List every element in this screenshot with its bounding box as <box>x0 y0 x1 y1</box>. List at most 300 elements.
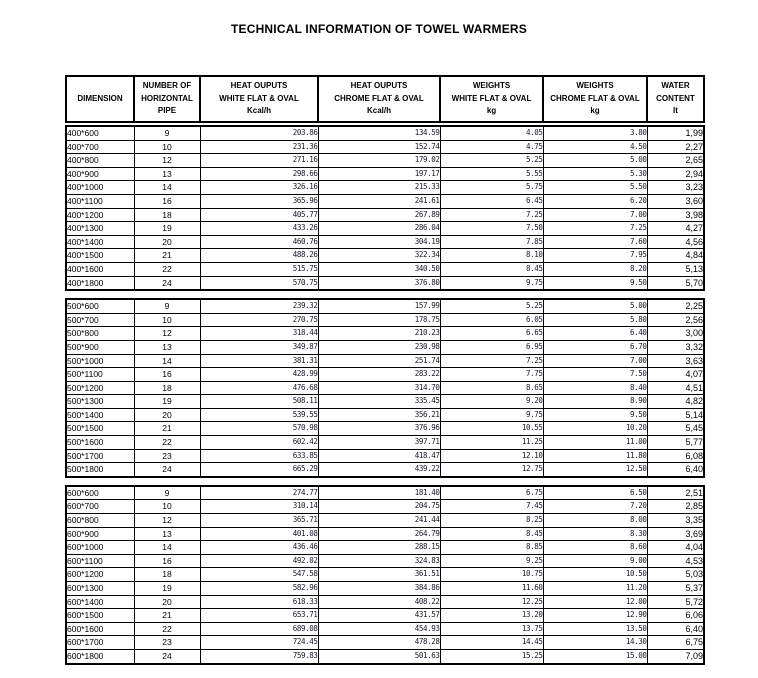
cell-weight-white: 13.20 <box>440 609 543 623</box>
header-line: HEAT OUPUTS <box>230 81 288 91</box>
header-line: kg <box>486 106 497 116</box>
cell-weight-white: 4.75 <box>440 140 543 154</box>
table-row <box>66 527 704 541</box>
cell-heat-output-chrome: 478.28 <box>318 636 440 650</box>
cell-horizontal-pipes: 16 <box>134 194 200 208</box>
cell-weight-chrome: 7.20 <box>543 500 647 514</box>
table-row <box>66 262 704 276</box>
cell-dimension: 400*1300 <box>66 222 134 236</box>
page-title: TECHNICAL INFORMATION OF TOWEL WARMERS <box>230 22 528 36</box>
cell-weight-chrome: 9.50 <box>543 408 647 422</box>
table-row <box>66 327 704 341</box>
table-row <box>66 514 704 528</box>
cell-heat-output-chrome: 241.61 <box>318 194 440 208</box>
cell-dimension: 400*1500 <box>66 249 134 263</box>
cell-dimension: 500*1700 <box>66 449 134 463</box>
cell-heat-output-chrome: 384.86 <box>318 582 440 596</box>
header-heat-output-chrome <box>318 76 440 122</box>
header-line: NUMBER OF <box>142 81 192 91</box>
cell-water-content: 3,60 <box>647 194 704 208</box>
header-line: WEIGHTS <box>472 81 511 91</box>
cell-heat-output-white: 401.08 <box>200 527 318 541</box>
cell-water-content: 3,69 <box>647 527 704 541</box>
cell-horizontal-pipes: 20 <box>134 595 200 609</box>
cell-weight-white: 10.75 <box>440 568 543 582</box>
table-row <box>66 340 704 354</box>
cell-dimension: 600*1500 <box>66 609 134 623</box>
cell-heat-output-chrome: 356.21 <box>318 408 440 422</box>
cell-heat-output-white: 618.33 <box>200 595 318 609</box>
cell-water-content: 2,65 <box>647 154 704 168</box>
table-row <box>66 568 704 582</box>
cell-horizontal-pipes: 9 <box>134 486 200 500</box>
table-row <box>66 449 704 463</box>
cell-weight-chrome: 13.50 <box>543 622 647 636</box>
table-row <box>66 167 704 181</box>
header-weight-chrome <box>543 76 647 122</box>
cell-heat-output-white: 759.83 <box>200 649 318 663</box>
cell-heat-output-white: 570.75 <box>200 276 318 290</box>
cell-dimension: 500*1800 <box>66 463 134 477</box>
group-table-500-series <box>65 298 705 478</box>
cell-dimension: 600*1200 <box>66 568 134 582</box>
header-horizontal-pipes <box>134 76 200 122</box>
cell-heat-output-white: 633.85 <box>200 449 318 463</box>
cell-horizontal-pipes: 19 <box>134 582 200 596</box>
cell-horizontal-pipes: 23 <box>134 636 200 650</box>
cell-horizontal-pipes: 10 <box>134 140 200 154</box>
cell-dimension: 500*1600 <box>66 436 134 450</box>
cell-weight-white: 12.75 <box>440 463 543 477</box>
cell-water-content: 3,00 <box>647 327 704 341</box>
header-line: Kcal/h <box>366 106 391 116</box>
cell-water-content: 4,27 <box>647 222 704 236</box>
cell-weight-chrome: 5.00 <box>543 154 647 168</box>
cell-weight-chrome: 11.80 <box>543 449 647 463</box>
table-row <box>66 354 704 368</box>
cell-weight-white: 4.05 <box>440 126 543 140</box>
cell-horizontal-pipes: 12 <box>134 154 200 168</box>
cell-heat-output-white: 231.36 <box>200 140 318 154</box>
cell-water-content: 6,40 <box>647 622 704 636</box>
cell-horizontal-pipes: 22 <box>134 622 200 636</box>
cell-heat-output-white: 203.86 <box>200 126 318 140</box>
cell-dimension: 400*900 <box>66 167 134 181</box>
cell-heat-output-chrome: 340.50 <box>318 262 440 276</box>
towel-warmer-table <box>65 75 703 665</box>
cell-dimension: 600*800 <box>66 514 134 528</box>
cell-heat-output-chrome: 215.33 <box>318 181 440 195</box>
cell-weight-chrome: 7.95 <box>543 249 647 263</box>
cell-weight-chrome: 5.30 <box>543 167 647 181</box>
cell-heat-output-chrome: 197.17 <box>318 167 440 181</box>
table-row <box>66 554 704 568</box>
table-row <box>66 436 704 450</box>
cell-horizontal-pipes: 21 <box>134 422 200 436</box>
cell-weight-chrome: 7.50 <box>543 368 647 382</box>
cell-horizontal-pipes: 24 <box>134 649 200 663</box>
cell-heat-output-white: 689.08 <box>200 622 318 636</box>
cell-horizontal-pipes: 19 <box>134 395 200 409</box>
cell-dimension: 600*600 <box>66 486 134 500</box>
cell-dimension: 400*1200 <box>66 208 134 222</box>
cell-weight-white: 6.05 <box>440 313 543 327</box>
cell-water-content: 2,27 <box>647 140 704 154</box>
cell-weight-white: 7.75 <box>440 368 543 382</box>
cell-weight-chrome: 7.60 <box>543 235 647 249</box>
header-dimension <box>66 76 134 122</box>
cell-horizontal-pipes: 20 <box>134 235 200 249</box>
cell-heat-output-white: 539.55 <box>200 408 318 422</box>
cell-dimension: 500*900 <box>66 340 134 354</box>
table-row <box>66 181 704 195</box>
cell-heat-output-white: 270.75 <box>200 313 318 327</box>
cell-heat-output-chrome: 264.79 <box>318 527 440 541</box>
table-row <box>66 408 704 422</box>
cell-heat-output-chrome: 251.74 <box>318 354 440 368</box>
cell-water-content: 5,03 <box>647 568 704 582</box>
cell-horizontal-pipes: 10 <box>134 500 200 514</box>
cell-weight-white: 11.25 <box>440 436 543 450</box>
group-table-600-series <box>65 485 705 665</box>
cell-dimension: 600*1300 <box>66 582 134 596</box>
cell-horizontal-pipes: 21 <box>134 249 200 263</box>
cell-dimension: 600*1800 <box>66 649 134 663</box>
cell-water-content: 5,37 <box>647 582 704 596</box>
cell-weight-white: 5.25 <box>440 154 543 168</box>
cell-horizontal-pipes: 10 <box>134 313 200 327</box>
cell-weight-white: 11.60 <box>440 582 543 596</box>
cell-weight-white: 6.45 <box>440 194 543 208</box>
cell-dimension: 600*1400 <box>66 595 134 609</box>
cell-weight-chrome: 4.50 <box>543 140 647 154</box>
cell-dimension: 600*900 <box>66 527 134 541</box>
cell-weight-white: 6.75 <box>440 486 543 500</box>
cell-weight-white: 6.65 <box>440 327 543 341</box>
cell-water-content: 3,63 <box>647 354 704 368</box>
cell-heat-output-white: 298.66 <box>200 167 318 181</box>
cell-dimension: 400*700 <box>66 140 134 154</box>
cell-heat-output-chrome: 283.22 <box>318 368 440 382</box>
cell-dimension: 600*700 <box>66 500 134 514</box>
cell-dimension: 600*1600 <box>66 622 134 636</box>
table-row <box>66 595 704 609</box>
cell-water-content: 5,14 <box>647 408 704 422</box>
cell-weight-chrome: 7.00 <box>543 208 647 222</box>
cell-heat-output-chrome: 439.22 <box>318 463 440 477</box>
cell-horizontal-pipes: 14 <box>134 354 200 368</box>
cell-weight-white: 9.75 <box>440 276 543 290</box>
cell-heat-output-chrome: 230.98 <box>318 340 440 354</box>
cell-water-content: 5,13 <box>647 262 704 276</box>
cell-weight-white: 7.25 <box>440 208 543 222</box>
cell-water-content: 4,04 <box>647 541 704 555</box>
cell-water-content: 5,70 <box>647 276 704 290</box>
cell-horizontal-pipes: 13 <box>134 340 200 354</box>
cell-weight-white: 13.75 <box>440 622 543 636</box>
cell-heat-output-white: 460.76 <box>200 235 318 249</box>
cell-horizontal-pipes: 21 <box>134 609 200 623</box>
cell-heat-output-chrome: 431.57 <box>318 609 440 623</box>
cell-heat-output-chrome: 286.04 <box>318 222 440 236</box>
header-line: WEIGHTS <box>576 81 614 91</box>
cell-horizontal-pipes: 12 <box>134 327 200 341</box>
cell-weight-chrome: 14.30 <box>543 636 647 650</box>
table-row <box>66 194 704 208</box>
header-dimension-label: DIMENSION <box>77 93 123 103</box>
header-line: HEAT OUPUTS <box>350 81 408 91</box>
cell-weight-white: 12.10 <box>440 449 543 463</box>
cell-horizontal-pipes: 14 <box>134 541 200 555</box>
table-row <box>66 126 704 140</box>
cell-horizontal-pipes: 18 <box>134 568 200 582</box>
cell-dimension: 600*1700 <box>66 636 134 650</box>
table-row <box>66 486 704 500</box>
cell-heat-output-chrome: 267.89 <box>318 208 440 222</box>
cell-weight-chrome: 6.40 <box>543 327 647 341</box>
cell-dimension: 400*1000 <box>66 181 134 195</box>
cell-horizontal-pipes: 13 <box>134 167 200 181</box>
cell-weight-white: 5.55 <box>440 167 543 181</box>
table-row <box>66 313 704 327</box>
cell-heat-output-white: 547.58 <box>200 568 318 582</box>
cell-weight-white: 7.25 <box>440 354 543 368</box>
cell-dimension: 400*1800 <box>66 276 134 290</box>
cell-water-content: 6,75 <box>647 636 704 650</box>
cell-dimension: 500*1200 <box>66 381 134 395</box>
table-row <box>66 249 704 263</box>
cell-heat-output-chrome: 134.59 <box>318 126 440 140</box>
cell-heat-output-white: 381.31 <box>200 354 318 368</box>
cell-horizontal-pipes: 24 <box>134 463 200 477</box>
cell-dimension: 400*600 <box>66 126 134 140</box>
cell-weight-chrome: 8.20 <box>543 262 647 276</box>
table-row <box>66 222 704 236</box>
header-water-content <box>647 76 704 122</box>
cell-heat-output-chrome: 178.75 <box>318 313 440 327</box>
cell-water-content: 4,82 <box>647 395 704 409</box>
cell-weight-white: 8.65 <box>440 381 543 395</box>
cell-weight-chrome: 6.50 <box>543 486 647 500</box>
cell-weight-white: 14.45 <box>440 636 543 650</box>
cell-weight-chrome: 7.25 <box>543 222 647 236</box>
cell-heat-output-chrome: 397.71 <box>318 436 440 450</box>
cell-water-content: 7,09 <box>647 649 704 663</box>
cell-heat-output-chrome: 241.44 <box>318 514 440 528</box>
cell-heat-output-chrome: 181.40 <box>318 486 440 500</box>
group-table-400-series <box>65 125 705 291</box>
cell-weight-white: 9.75 <box>440 408 543 422</box>
cell-dimension: 500*1500 <box>66 422 134 436</box>
header-row <box>66 76 704 122</box>
table-row <box>66 299 704 313</box>
cell-water-content: 6,08 <box>647 449 704 463</box>
cell-water-content: 4,53 <box>647 554 704 568</box>
cell-heat-output-white: 508.11 <box>200 395 318 409</box>
cell-weight-white: 7.45 <box>440 500 543 514</box>
cell-water-content: 2,51 <box>647 486 704 500</box>
cell-water-content: 2,94 <box>647 167 704 181</box>
cell-horizontal-pipes: 16 <box>134 368 200 382</box>
cell-horizontal-pipes: 18 <box>134 208 200 222</box>
cell-heat-output-chrome: 501.63 <box>318 649 440 663</box>
cell-water-content: 4,56 <box>647 235 704 249</box>
cell-weight-chrome: 3.80 <box>543 126 647 140</box>
cell-heat-output-chrome: 361.51 <box>318 568 440 582</box>
cell-heat-output-white: 433.26 <box>200 222 318 236</box>
cell-heat-output-chrome: 376.96 <box>318 422 440 436</box>
cell-heat-output-chrome: 288.15 <box>318 541 440 555</box>
cell-dimension: 500*1000 <box>66 354 134 368</box>
cell-weight-chrome: 6.20 <box>543 194 647 208</box>
cell-dimension: 500*1100 <box>66 368 134 382</box>
cell-horizontal-pipes: 16 <box>134 554 200 568</box>
cell-heat-output-white: 492.02 <box>200 554 318 568</box>
cell-heat-output-white: 570.98 <box>200 422 318 436</box>
cell-dimension: 500*1300 <box>66 395 134 409</box>
header-line: Kcal/h <box>246 106 271 116</box>
cell-dimension: 500*700 <box>66 313 134 327</box>
cell-heat-output-chrome: 304.19 <box>318 235 440 249</box>
cell-heat-output-white: 665.29 <box>200 463 318 477</box>
cell-horizontal-pipes: 9 <box>134 299 200 313</box>
header-line: PIPE <box>157 106 177 116</box>
cell-water-content: 6,40 <box>647 463 704 477</box>
cell-weight-chrome: 12.00 <box>543 595 647 609</box>
header-line: HORIZONTAL <box>141 93 193 103</box>
cell-heat-output-chrome: 335.45 <box>318 395 440 409</box>
cell-water-content: 5,45 <box>647 422 704 436</box>
cell-weight-chrome: 8.30 <box>543 527 647 541</box>
table-row <box>66 500 704 514</box>
cell-horizontal-pipes: 22 <box>134 436 200 450</box>
table-row <box>66 463 704 477</box>
header-line: lt <box>673 106 678 116</box>
cell-weight-white: 5.75 <box>440 181 543 195</box>
cell-heat-output-chrome: 204.75 <box>318 500 440 514</box>
cell-heat-output-white: 349.87 <box>200 340 318 354</box>
cell-horizontal-pipes: 24 <box>134 276 200 290</box>
cell-heat-output-white: 602.42 <box>200 436 318 450</box>
cell-weight-white: 8.25 <box>440 514 543 528</box>
header-line: WATER <box>661 81 690 91</box>
cell-heat-output-white: 239.32 <box>200 299 318 313</box>
cell-water-content: 3,23 <box>647 181 704 195</box>
header-line: CHROME FLAT & OVAL <box>334 93 424 103</box>
table-row <box>66 541 704 555</box>
cell-weight-chrome: 8.60 <box>543 541 647 555</box>
cell-heat-output-white: 476.68 <box>200 381 318 395</box>
cell-weight-white: 8.10 <box>440 249 543 263</box>
cell-weight-chrome: 11.00 <box>543 436 647 450</box>
cell-dimension: 500*1400 <box>66 408 134 422</box>
cell-water-content: 3,98 <box>647 208 704 222</box>
cell-weight-chrome: 5.80 <box>543 313 647 327</box>
table-row <box>66 395 704 409</box>
table-row <box>66 208 704 222</box>
cell-weight-white: 9.20 <box>440 395 543 409</box>
cell-heat-output-chrome: 376.80 <box>318 276 440 290</box>
cell-heat-output-chrome: 157.99 <box>318 299 440 313</box>
cell-weight-chrome: 9.00 <box>543 554 647 568</box>
cell-dimension: 500*600 <box>66 299 134 313</box>
cell-heat-output-chrome: 210.23 <box>318 327 440 341</box>
cell-weight-chrome: 12.90 <box>543 609 647 623</box>
header-line: WHITE FLAT & OVAL <box>219 93 299 103</box>
cell-horizontal-pipes: 12 <box>134 514 200 528</box>
cell-weight-chrome: 8.90 <box>543 395 647 409</box>
cell-heat-output-white: 326.16 <box>200 181 318 195</box>
cell-heat-output-white: 724.45 <box>200 636 318 650</box>
table-row <box>66 140 704 154</box>
table-row <box>66 422 704 436</box>
header-line: CHROME FLAT & OVAL <box>550 93 640 103</box>
cell-water-content: 4,07 <box>647 368 704 382</box>
header-heat-output-white <box>200 76 318 122</box>
cell-dimension: 400*1400 <box>66 235 134 249</box>
cell-heat-output-chrome: 408.22 <box>318 595 440 609</box>
cell-weight-chrome: 9.50 <box>543 276 647 290</box>
cell-heat-output-white: 405.77 <box>200 208 318 222</box>
cell-heat-output-white: 365.96 <box>200 194 318 208</box>
cell-weight-chrome: 8.40 <box>543 381 647 395</box>
header-line: CONTENT <box>656 93 695 103</box>
table-row <box>66 368 704 382</box>
table-row <box>66 609 704 623</box>
table-row <box>66 649 704 663</box>
cell-weight-chrome: 5.00 <box>543 299 647 313</box>
header-line: WHITE FLAT & OVAL <box>451 93 532 103</box>
cell-heat-output-white: 318.44 <box>200 327 318 341</box>
cell-water-content: 2,85 <box>647 500 704 514</box>
cell-dimension: 400*800 <box>66 154 134 168</box>
cell-heat-output-white: 582.96 <box>200 582 318 596</box>
cell-weight-white: 7.85 <box>440 235 543 249</box>
cell-water-content: 3,32 <box>647 340 704 354</box>
cell-weight-white: 8.45 <box>440 262 543 276</box>
cell-heat-output-chrome: 418.47 <box>318 449 440 463</box>
cell-weight-chrome: 11.20 <box>543 582 647 596</box>
cell-weight-white: 15.25 <box>440 649 543 663</box>
cell-weight-white: 9.25 <box>440 554 543 568</box>
cell-heat-output-chrome: 324.83 <box>318 554 440 568</box>
cell-weight-chrome: 12.50 <box>543 463 647 477</box>
cell-heat-output-white: 271.16 <box>200 154 318 168</box>
cell-weight-white: 5.25 <box>440 299 543 313</box>
cell-weight-chrome: 5.50 <box>543 181 647 195</box>
cell-horizontal-pipes: 14 <box>134 181 200 195</box>
cell-weight-white: 10.55 <box>440 422 543 436</box>
header-line: kg <box>590 106 600 116</box>
cell-heat-output-white: 310.14 <box>200 500 318 514</box>
cell-horizontal-pipes: 13 <box>134 527 200 541</box>
cell-weight-white: 6.95 <box>440 340 543 354</box>
cell-heat-output-white: 488.26 <box>200 249 318 263</box>
cell-weight-chrome: 8.00 <box>543 514 647 528</box>
cell-heat-output-chrome: 314.70 <box>318 381 440 395</box>
cell-heat-output-chrome: 454.93 <box>318 622 440 636</box>
cell-heat-output-white: 274.77 <box>200 486 318 500</box>
cell-heat-output-chrome: 179.02 <box>318 154 440 168</box>
cell-weight-chrome: 15.00 <box>543 649 647 663</box>
table-row <box>66 276 704 290</box>
table-row <box>66 235 704 249</box>
cell-heat-output-white: 428.99 <box>200 368 318 382</box>
header-weight-white <box>440 76 543 122</box>
table-row <box>66 582 704 596</box>
cell-horizontal-pipes: 23 <box>134 449 200 463</box>
table-header <box>65 75 705 123</box>
